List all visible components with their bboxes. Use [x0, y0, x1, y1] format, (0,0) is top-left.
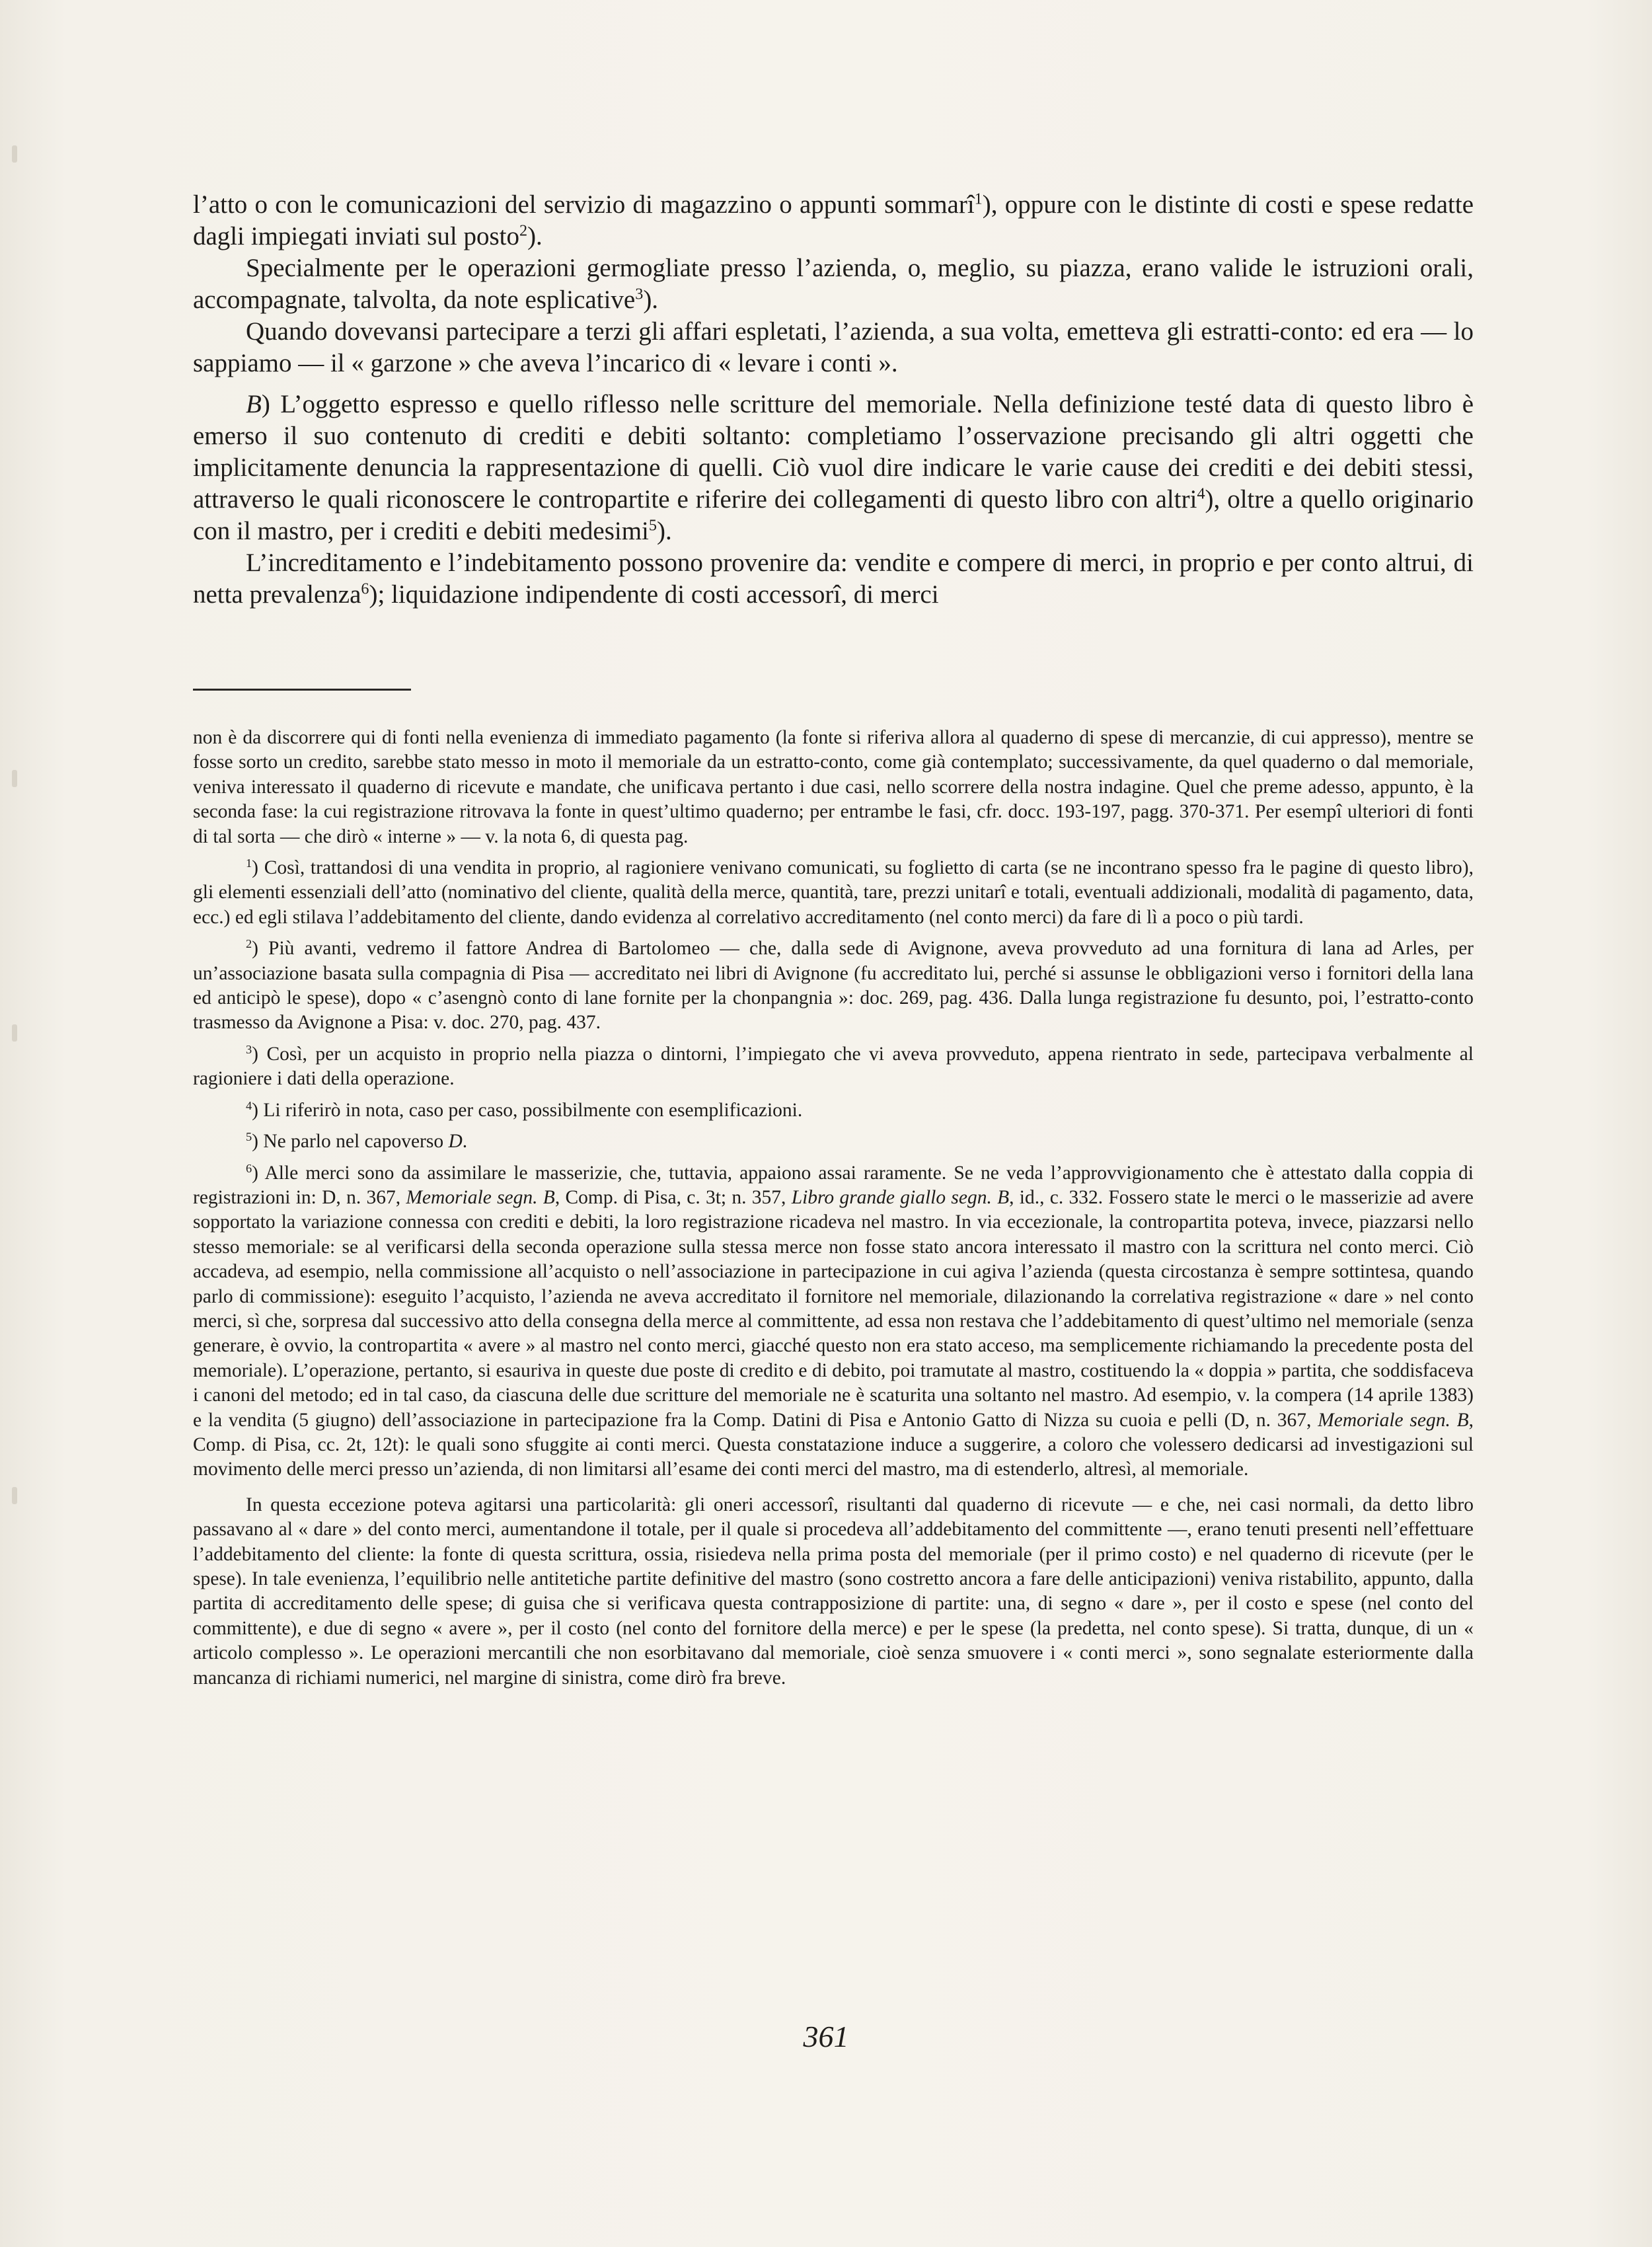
- footnote-ref[interactable]: 1: [974, 190, 983, 208]
- footnote: $^3$) Così, per un acquisto in proprio nella piazza o dintorni, l’impiegato che vi aveva provveduto, appena rientrato in sede, partecipava verbalmente al ragioniere i dati della operazione.: [193, 1042, 1474, 1090]
- footnote-number: 3: [246, 1042, 252, 1056]
- paragraph: L’increditamento e l’indebitamento possono provenire da: vendite e compere di merci, in proprio e per conto altrui, di netta prevalenza$^6$); liquidazione indipendente di costi accessorî, di merci: [193, 549, 1474, 609]
- footnote-ref[interactable]: 6: [361, 580, 369, 598]
- page-edge-mark: [12, 1024, 17, 1042]
- footnote-number: 6: [246, 1161, 252, 1175]
- page-edge-mark: [12, 1487, 17, 1504]
- footnote: $^1$) Così, trattandosi di una vendita in proprio, al ragioniere venivano comunicati, su foglietto di carta (se ne incontrano spesso fra le pagine di questo libro), gli elementi essenziali dell’atto (nominativo del cliente, qualità della merce, quantità, tare, prezzi unitarî e totali, eventuali addizionali, modalità di pagamento, data, ecc.) ed egli stilava l’addebitamento del cliente, dando evidenza al correlativo accreditamento (nel conto merci) da fare di lì a poco o più tardi.: [193, 856, 1474, 928]
- page-edge-mark: [12, 770, 17, 787]
- footnote: $^4$) Li riferirò in nota, caso per caso, possibilmente con esemplificazioni.: [246, 1098, 803, 1121]
- paragraph: l’atto o con le comunicazioni del servizio di magazzino o appunti sommarî$^1$), oppure con le distinte di costi e spese redatte dagli impiegati inviati sul posto$^2$).: [193, 190, 1474, 250]
- footnote: $^2$) Più avanti, vedremo il fattore Andrea di Bartolomeo — che, dalla sede di Avignone, aveva provveduto ad una fornitura di lana ad Arles, per un’associazione basata sulla compagnia di Pisa — accreditato nei libri di Avignone (fu accreditato lui, perché si assunse le obbligazioni verso i fornitori della lana ed anticipò le spese), dopo « c’asengnò conto di lane fornite per la chonpangnia »: doc. 269, pag. 436. Dalla lunga registrazione fu desunto, poi, l’estratto-conto trasmesso da Avignone a Pisa: v. doc. 270, pag. 437.: [193, 937, 1474, 1034]
- footnote: $^6$) Alle merci sono da assimilare le masserizie, che, tuttavia, appaiono assai raramente. Se ne veda l’approvvigionamento che è attestato dalla coppia di registrazioni in: D, n. 367, Memoriale segn. B, Comp. di Pisa, c. 3t; n. 357, Libro grande giallo segn. B, id., c. 332. Fossero state le merci o le masserizie ad avere sopportato la variazione connessa con crediti e debiti, la loro registrazione ricadeva nel mastro. In via eccezionale, la contropartita poteva, invece, piazzarsi nello stesso memoriale: se al verificarsi della seconda operazione sulla stessa merce non fosse stato ancora interessato il mastro con la scrittura nel conto merci. Ciò accadeva, ad esempio, nella commissione all’acquisto o nell’associazione in partecipazione in cui agiva l’azienda (questa circostanza è sempre sottintesa, quando parlo di commissione): eseguito l’acquisto, l’azienda ne aveva accreditato il fornitore nel memoriale, dilazionando la correlativa registrazione « dare » nel conto merci, sì che, sorpresa dal successivo atto della consegna della merce al committente, ad essa non restava che l’addebitamento di quest’ultimo nel memoriale (senza generare, è ovvio, la contropartita « avere » al mastro nel conto merci, giacché questo non era stato acceso, ma semplicemente richiamando la precedente posta del memoriale). L’operazione, pertanto, si esauriva in queste due poste di credito e di debito, poi tramutate al mastro, costituendo la « doppia » partita, che soddisfaceva i canoni del metodo; ed in tal caso, da ciascuna delle due scritture del memoriale ne è scaturita una soltanto nel mastro. Ad esempio, v. la compera (14 aprile 1383) e la vendita (5 giugno) dell’associazione in partecipazione fra la Comp. Datini di Pisa e Antonio Gatto di Nizza su cuoia e pelli (D, n. 367, Memoriale segn. B, Comp. di Pisa, cc. 2t, 12t): le quali sono sfuggite ai conti merci. Questa constatazione induce a suggerire, a coloro che volessero dedicarsi ad investigazioni sul movimento delle merci presso un’azienda, di non limitarsi all’esame dei conti merci del mastro, ma di estenderlo, altresì, al memoriale.: [193, 1161, 1474, 1480]
- section-paragraph: B) L’oggetto espresso e quello riflesso nelle scritture del memoriale. Nella definizione testé data di questo libro è emerso il suo contenuto di crediti e debiti soltanto: completiamo l’osservazione precisando gli altri oggetti che implicitamente denuncia la rappresentazione di quelli. Ciò vuol dire indicare le varie cause dei crediti e dei debiti stessi, attraverso le quali riconoscere le contropartite e riferire dei collegamenti di questo libro con altri$^4$), oltre a quello originario con il mastro, per i crediti e debiti medesimi$^5$).: [193, 390, 1474, 545]
- footnote-number: 1: [246, 856, 252, 870]
- footnote-ref[interactable]: 5: [648, 516, 657, 535]
- footnote-number: 5: [246, 1130, 252, 1144]
- paragraph: Quando dovevansi partecipare a terzi gli affari espletati, l’azienda, a sua volta, emetteva gli estratti-conto: ed era — lo sappiamo — il « garzone » che aveva l’incarico di « levare i conti ».: [193, 317, 1474, 377]
- footnote: $^5$) Ne parlo nel capoverso D.: [246, 1130, 468, 1153]
- page-edge-mark: [12, 145, 17, 163]
- footnote-divider: [193, 689, 411, 691]
- footnote-continuation: non è da discorrere qui di fonti nella evenienza di immediato pagamento (la fonte si riferiva allora al quaderno di spese di mercanzie, di cui appresso), mentre se fosse sorto un credito, sarebbe stato messo in moto il memoriale da un estratto-conto, come già contemplato; successivamente, da quel quaderno o dal memoriale, veniva interessato il quaderno di ricevute e mandate, che unificava pertanto i due casi, nello scorrere della nostra indagine. Quel che preme adesso, appunto, è la seconda fase: la cui registrazione ritrovava la fonte in quest’ultimo quaderno; per entrambe le fasi, cfr. docc. 193-197, pagg. 370-371. Per esempî ulteriori di fonti di tal sorta — che dirò « interne » — v. la nota 6, di questa pag.: [193, 727, 1474, 847]
- page-number: 361: [803, 2020, 849, 2053]
- main-text: [193, 189, 1474, 611]
- footnote-number: 4: [246, 1098, 252, 1112]
- section-label: B: [246, 390, 262, 418]
- footnote-ref[interactable]: 4: [1197, 484, 1205, 503]
- footnote-ref[interactable]: 2: [519, 221, 528, 240]
- footnote-paragraph: In questa eccezione poteva agitarsi una particolarità: gli oneri accessorî, risultanti dal quaderno di ricevute — e che, nei casi normali, da detto libro passavano al « dare » del conto merci, aumentandone il totale, per il quale si procedeva all’addebitamento del committente —, erano tenuti presenti nell’effettuare l’addebitamento del cliente: la fonte di questa scrittura, ossia, risiedeva nella prima posta del memoriale (per il primo costo) e nel quaderno di ricevute (per le spese). In tale evenienza, l’equilibrio nelle antitetiche partite definitive del mastro (sono costretto ancora a fare delle anticipazioni) veniva ristabilito, appunto, dalla partita di accreditamento delle spese; di guisa che si verificava questa contrapposizione di partite: una, di segno « dare », per il costo e spese (nel conto del committente), e due di segno « avere », per il costo (nel conto del fornitore della merce) e per le spese (la predetta, nel conto spese). Si tratta, dunque, di un « articolo complesso ». Le operazioni mercantili che non esorbitavano dal memoriale, cioè senza smuovere i « conti merci », sono segnalate esteriormente dalla mancanza di richiami numerici, nel margine di sinistra, come dirò fra breve.: [193, 1494, 1474, 1689]
- footnote-number: 2: [246, 937, 252, 951]
- paragraph: Specialmente per le operazioni germogliate presso l’azienda, o, meglio, su piazza, erano valide le istruzioni orali, accompagnate, talvolta, da note esplicative$^3$).: [193, 254, 1474, 314]
- footnotes: [193, 726, 1474, 1691]
- footnote-ref[interactable]: 3: [635, 285, 644, 303]
